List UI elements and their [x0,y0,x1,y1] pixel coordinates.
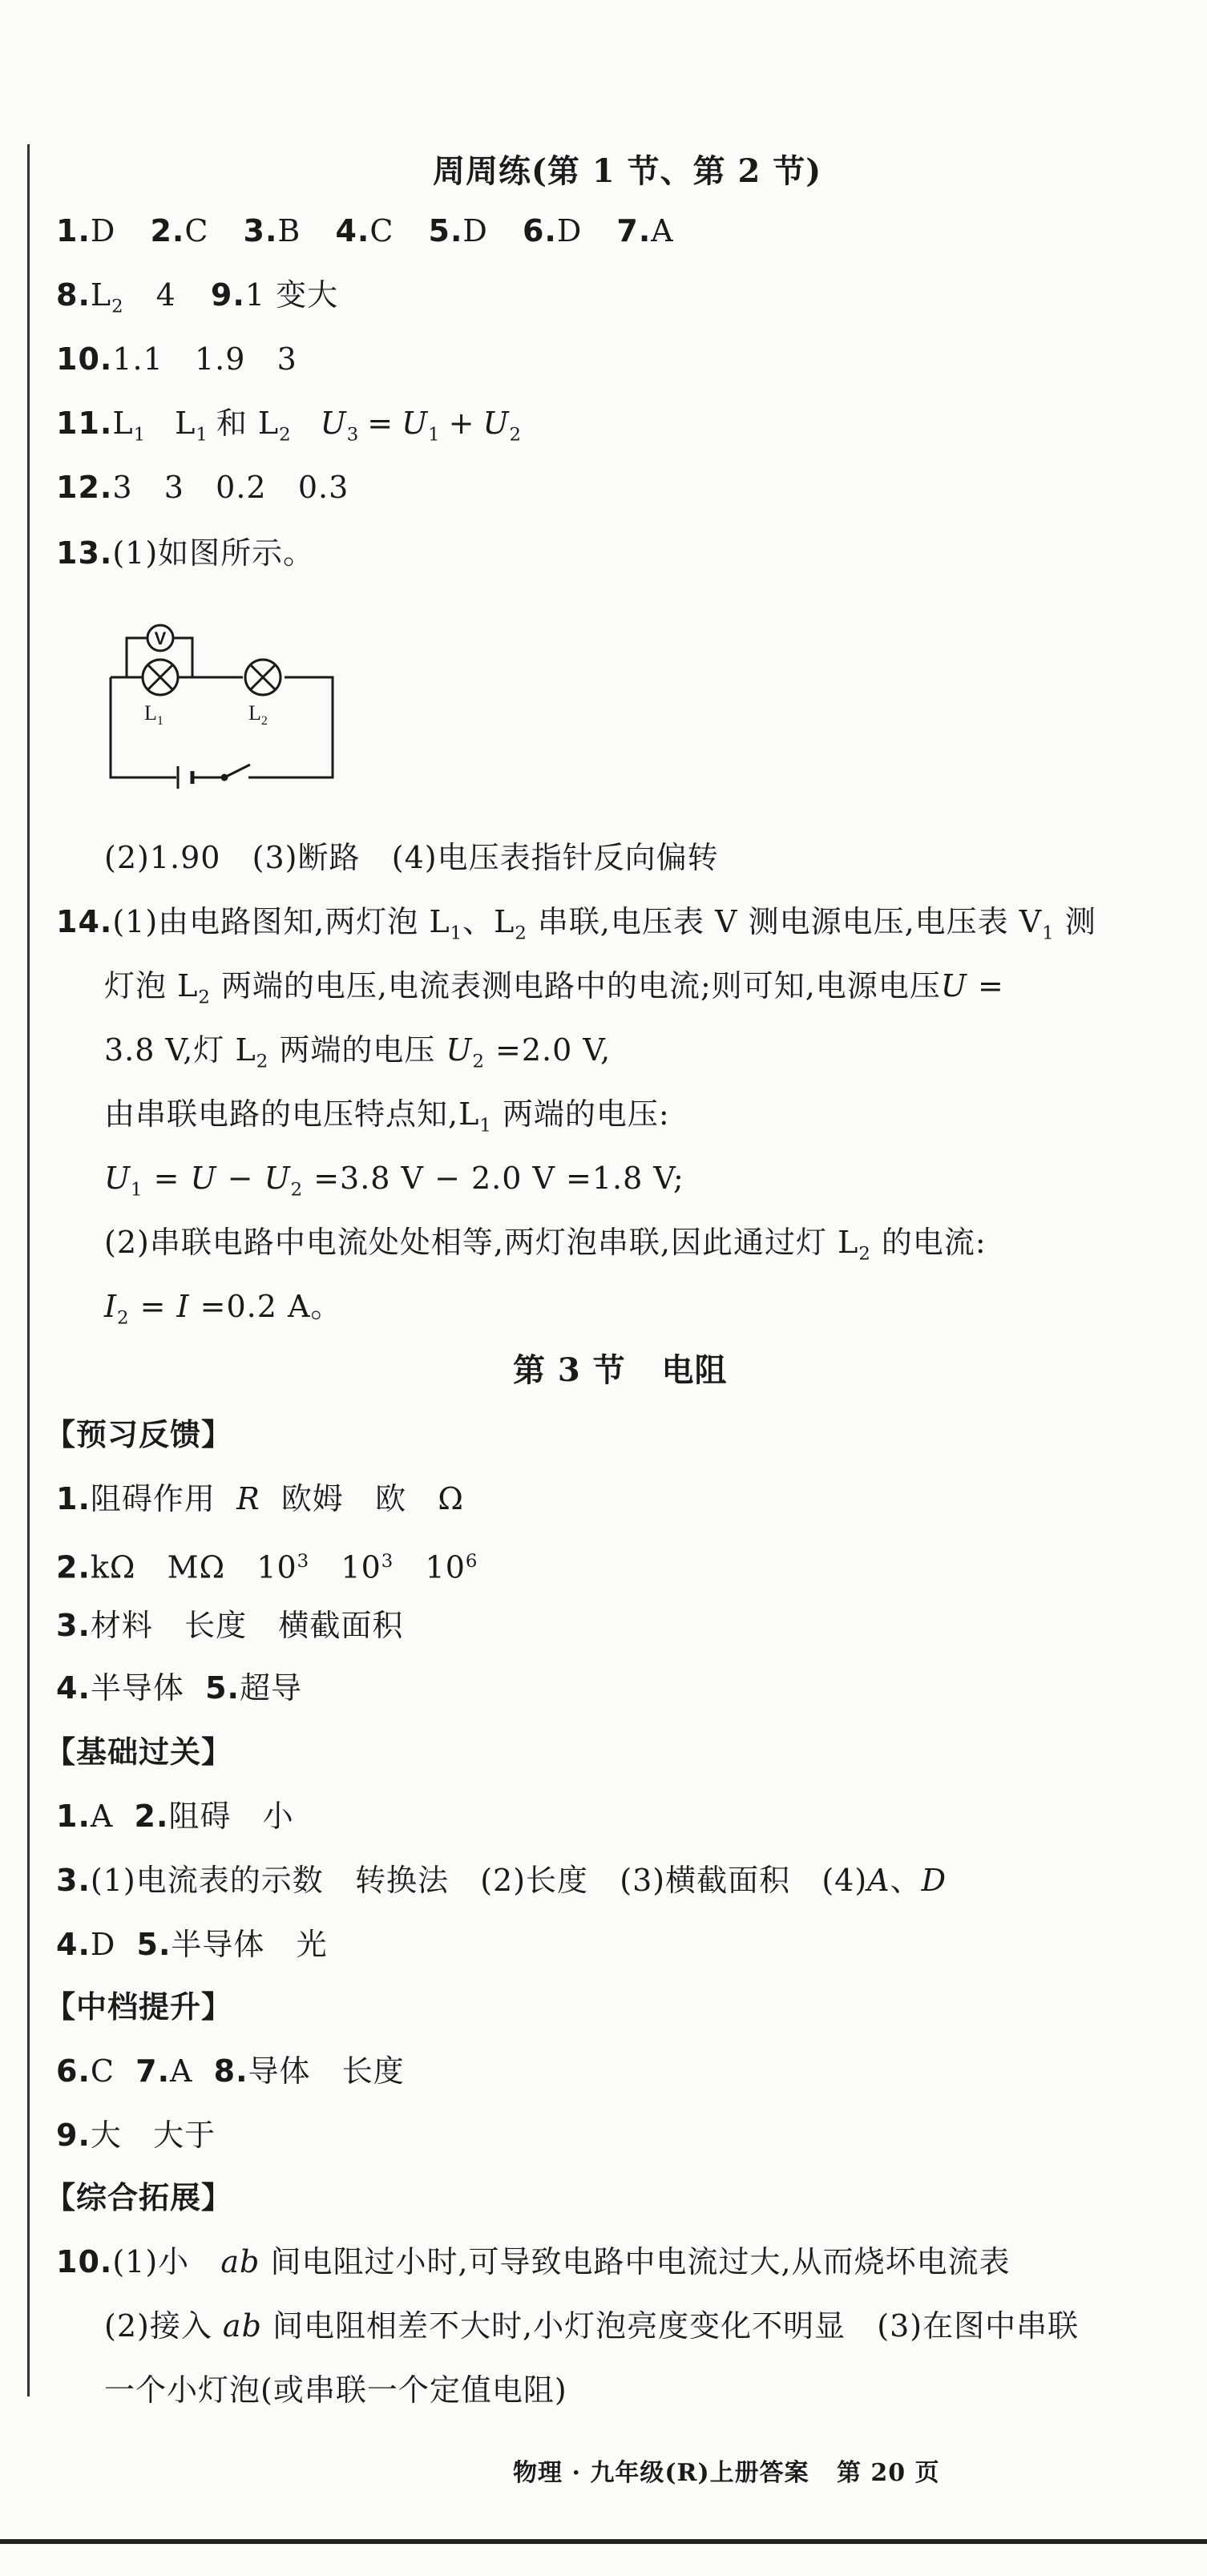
answers-q8-q9 [56,274,338,328]
q-num: 12. [56,470,113,505]
answer: B [277,213,301,248]
q-num: 8. [56,277,91,313]
answer-q11 [56,402,522,456]
text: 灯泡 L [104,968,199,1003]
q-num: 7. [616,213,652,248]
extend-q10-line3: 一个小灯泡(或串联一个定值电阻) [104,2372,567,2408]
text: 3.8 V,灯 L [104,1032,256,1068]
equation-var: U [190,1161,217,1196]
answer: L [112,406,134,441]
weekly-practice-title: 周周练(第 1 节、第 2 节) [433,152,822,190]
answer-q12 [56,466,349,508]
q-num: 6. [522,213,557,248]
left-margin-rule [27,144,30,2396]
subscript: 1 [196,424,208,446]
text: = [129,1289,177,1324]
q-num: 10. [56,2244,113,2279]
subscript: 1 [450,923,463,944]
answer: 和 L [216,406,280,441]
q-num: 2. [56,1549,91,1585]
equation-var: ab [222,2308,262,2344]
answer: 超导 [239,1670,302,1706]
page-footer: 物理 · 九年级(R)上册答案 第 20 页 [513,2459,940,2487]
preview-feedback-label: 【预习反馈】 [45,1417,233,1452]
subscript: 2 [111,296,124,317]
middle-q9 [56,2114,216,2156]
answer: L [90,277,112,313]
answer: C [90,2053,136,2089]
equation-var: ab [220,2244,260,2279]
preview-q3 [56,1605,403,1646]
answer: A [651,213,674,248]
answer: A [170,2053,214,2089]
lamp2-label-sub: 2 [260,714,268,728]
answer: A [90,1799,135,1834]
lamp2-label [248,701,268,728]
q-num: 4. [335,213,370,248]
text: (2)串联电路中电流处处相等,两灯泡串联,因此通过灯 L [104,1225,859,1260]
answer: 半导体 [90,1670,206,1706]
bottom-rule [0,2539,1207,2544]
subscript: 2 [858,1243,871,1265]
answer: 10 [309,1549,381,1585]
answer-q13 [56,532,314,574]
superscript: 6 [465,1551,478,1572]
circuit-diagram [104,609,345,793]
q-num: 3. [243,213,278,248]
q-num: 5. [205,1670,240,1706]
equation-var: U [104,1161,131,1196]
q-num: 8. [213,2053,248,2089]
subscript: 2 [472,1051,485,1072]
text: 由串联电路的电压特点知,L [104,1096,480,1132]
equation-var: I [104,1289,118,1324]
answer: 10 [394,1549,466,1585]
equation-var: U [446,1032,473,1068]
lamp1-label-sub: 1 [156,714,163,728]
answer: (1)小 [112,2244,221,2279]
answer: L [175,406,196,441]
answer: 欧姆 欧 Ω [260,1481,464,1516]
answer: 阻碍 小 [168,1799,294,1834]
q-num: 7. [135,2053,171,2089]
q-num: 9. [56,2118,91,2153]
q-num: 4. [56,1670,91,1706]
circuit-wire [111,677,176,777]
equation-op: = [367,406,394,441]
answer: 间电阻过小时,可导致电路中电流过大,从而烧坏电流表 [260,2244,1011,2279]
superscript: 3 [297,1551,310,1572]
extend-q10-line2 [104,2305,1079,2347]
answer: 阻碍作用 [90,1481,237,1516]
answer: 1 变大 [244,277,339,313]
q-num: 4. [56,1927,91,1962]
answer-q14-line4 [104,1093,670,1147]
section3-title: 第 3 节 电阻 [513,1351,728,1389]
answer: (2)接入 [104,2308,223,2344]
answer-q14-line7 [104,1286,341,1339]
text: 串联,电压表 V 测电源电压,电压表 V [527,904,1043,939]
text: 两端的电压: [491,1096,670,1132]
equation-var: R [236,1481,260,1516]
equation-var: U [482,406,510,441]
basic-q4-q5 [56,1924,328,1965]
subscript: 2 [509,424,522,446]
q-num: 3. [56,1863,91,1898]
equation-var: U [940,968,967,1003]
preview-q2 [56,1540,478,1589]
switch-lever [224,765,250,777]
text: (1)由电路图知,两灯泡 L [112,904,450,939]
middle-level-label: 【中档提升】 [45,1989,233,2025]
subscript: 2 [198,987,211,1008]
subscript: 2 [256,1051,269,1072]
voltmeter-label: V [154,628,167,648]
q-num: 2. [134,1799,169,1834]
q-num: 14. [56,904,113,939]
answer: 大 大于 [90,2118,216,2153]
subscript: 1 [479,1115,492,1137]
answer: D [90,213,116,248]
text: =3.8 V − 2.0 V =1.8 V; [303,1161,684,1196]
text: = [967,968,1004,1003]
answer: (1)电流表的示数 转换法 (2)长度 (3)横截面积 (4) [90,1863,868,1898]
q-num: 1. [56,1799,91,1834]
text: 两端的电压,电流表测电路中的电流;则可知,电源电压 [210,968,941,1003]
subscript: 2 [290,1179,304,1201]
answer: 材料 长度 横截面积 [90,1608,404,1643]
extend-q10-line1 [56,2241,1011,2283]
answer: 间电阻相差不大时,小灯泡亮度变化不明显 (3)在图中串联 [261,2308,1080,2344]
middle-q6-q8 [56,2050,405,2092]
q-num: 1. [56,1481,91,1516]
equation-var: U [402,406,429,441]
equation-var: I [176,1289,190,1324]
answer-q14-line6 [104,1221,987,1275]
answer-q13-part2: (2)1.90 (3)断路 (4)电压表指针反向偏转 [104,840,719,875]
equation-var: A [867,1863,890,1898]
lamp2-label-main: L [248,701,261,725]
preview-q4-q5 [56,1667,302,1709]
subscript: 1 [131,1179,143,1201]
q-num: 13. [56,535,113,571]
answer-q14-line5 [104,1157,684,1211]
answer-q14-line1 [56,901,1096,955]
answer: 3 3 0.2 0.3 [112,470,349,505]
text: = [143,1161,191,1196]
subscript: 2 [515,923,527,944]
text: 测 [1054,904,1096,939]
answer: C [369,213,394,248]
q-num: 5. [428,213,463,248]
equation-op: + [448,406,475,441]
lamp1-label-main: L [144,701,157,725]
q-num: 2. [150,213,185,248]
basic-level-label: 【基础过关】 [45,1734,233,1770]
text: − [216,1161,264,1196]
answer: 4 [155,277,176,313]
text: 两端的电压 [268,1032,446,1068]
q-num: 5. [136,1927,172,1962]
q-num: 1. [56,213,91,248]
text: 的电流: [870,1225,987,1260]
basic-q3 [56,1859,947,1901]
subscript: 2 [279,424,292,446]
answer-q10 [56,338,297,380]
answer: (1)如图所示。 [112,535,315,571]
answer: 半导体 光 [171,1927,328,1962]
answers-q1-q7 [56,210,674,252]
q-num: 11. [56,406,113,441]
answer: 导体 长度 [248,2053,405,2089]
answer: 1.1 1.9 3 [112,341,297,377]
answer: C [184,213,209,248]
answer: D [556,213,583,248]
answer-q14-line2 [104,965,1004,1019]
subscript: 1 [428,424,441,446]
lamp1-label [144,701,163,728]
subscript: 1 [1042,923,1055,944]
text: =0.2 A。 [189,1289,342,1324]
answer: D [90,1927,137,1962]
extension-label: 【综合拓展】 [45,2180,233,2215]
answer: 、 [890,1863,922,1898]
equation-var: U [264,1161,291,1196]
q-num: 6. [56,2053,91,2089]
q-num: 3. [56,1608,91,1643]
text: =2.0 V, [484,1032,612,1068]
q-num: 9. [210,277,245,313]
preview-q1 [56,1478,464,1520]
equation-var: D [921,1863,947,1898]
answer: kΩ MΩ 10 [90,1549,297,1585]
subscript: 2 [117,1307,130,1329]
subscript: 3 [346,424,360,446]
subscript: 1 [133,424,147,446]
answer-q14-line3 [104,1029,611,1083]
superscript: 3 [381,1551,394,1572]
q-num: 10. [56,341,113,377]
equation-var: U [320,406,347,441]
text: 、L [462,904,515,939]
basic-q1-q2 [56,1795,294,1837]
answer: D [462,213,488,248]
